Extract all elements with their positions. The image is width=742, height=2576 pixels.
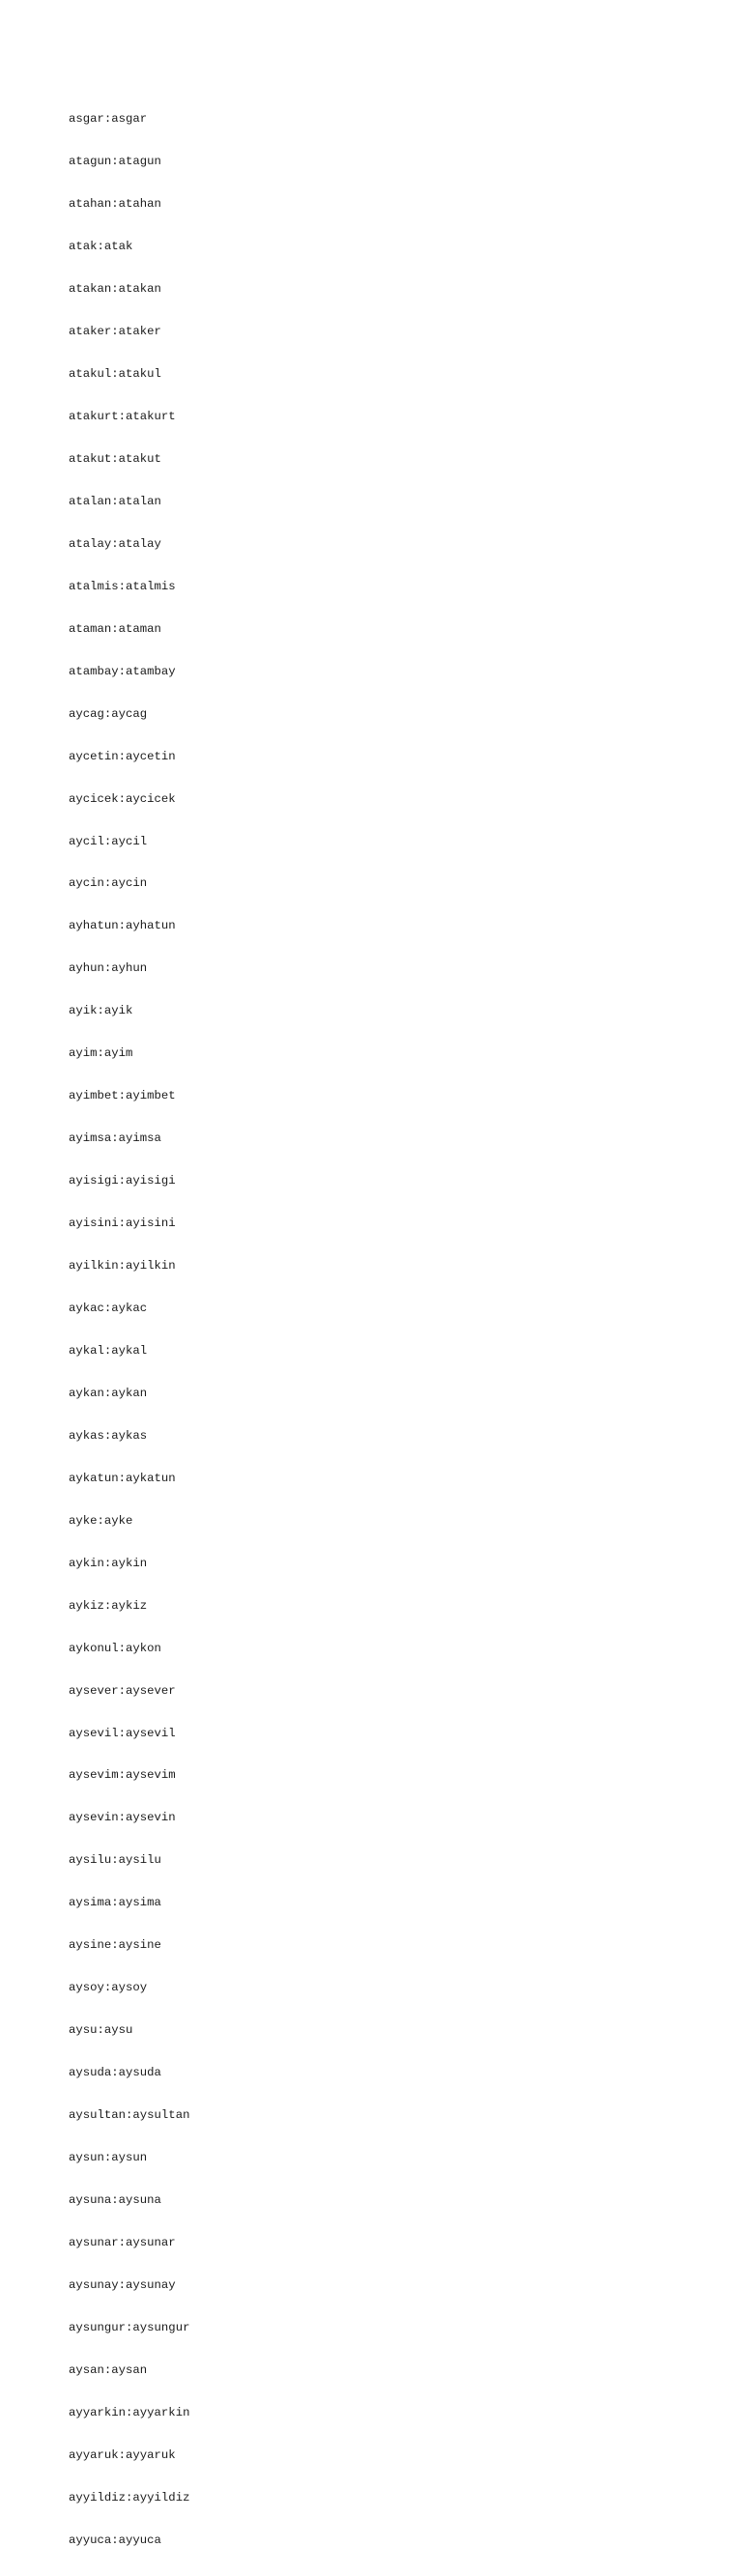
list-item: aysultan:aysultan [69,2108,190,2123]
list-item: aysever:aysever [69,1683,176,1698]
list-item: atagun:atagun [69,155,161,169]
list-item: aysevil:aysevil [69,1726,176,1740]
list-item: aysuda:aysuda [69,2066,161,2080]
list-item: atahan:atahan [69,197,161,212]
list-item: ayimbet:ayimbet [69,1089,176,1103]
list-item: aycicek:aycicek [69,791,176,806]
list-item: aysungur:aysungur [69,2320,190,2334]
credential-list [69,84,189,2576]
list-item: ayimsa:ayimsa [69,1131,161,1146]
list-item: aycag:aycag [69,706,148,721]
list-item: ayisini:ayisini [69,1216,176,1231]
list-item: aysevin:aysevin [69,1811,176,1825]
list-item: ayilkin:ayilkin [69,1259,176,1274]
list-item: aysun:aysun [69,2151,148,2165]
list-item: aycil:aycil [69,834,148,848]
list-item: atak:atak [69,240,133,254]
list-item: ayhun:ayhun [69,961,148,976]
list-item: aysunay:aysunay [69,2277,176,2292]
list-item: aykan:aykan [69,1386,148,1400]
list-item: ayhatun:ayhatun [69,919,176,933]
list-item: atakan:atakan [69,282,161,297]
list-item: aysoy:aysoy [69,1981,148,1995]
list-item: aysine:aysine [69,1938,161,1953]
list-item: aykin:aykin [69,1556,148,1570]
list-item: aycin:aycin [69,876,148,891]
list-item: ayyaruk:ayyaruk [69,2447,176,2462]
list-item: aysevim:aysevim [69,1768,176,1783]
list-item: asgar:asgar [69,112,148,127]
list-item: aykatun:aykatun [69,1471,176,1485]
list-item: ayik:ayik [69,1004,133,1018]
list-item: aykonul:aykon [69,1641,161,1655]
list-item: aykal:aykal [69,1343,148,1358]
list-item: ayim:ayim [69,1046,133,1061]
list-item: ayisigi:ayisigi [69,1174,176,1188]
list-item: aysan:aysan [69,2362,148,2377]
list-item: ataker:ataker [69,325,161,339]
list-item: aykas:aykas [69,1428,148,1443]
list-item: aykiz:aykiz [69,1598,148,1613]
list-item: atalan:atalan [69,494,161,508]
list-item: atakurt:atakurt [69,409,176,423]
list-item: ataman:ataman [69,621,161,636]
list-item: aycetin:aycetin [69,749,176,763]
list-item: ayyarkin:ayyarkin [69,2405,190,2419]
list-item: atakut:atakut [69,451,161,466]
list-item: atalay:atalay [69,536,161,551]
list-item: atakul:atakul [69,367,161,382]
list-item: aysu:aysu [69,2023,133,2038]
list-item: aysilu:aysilu [69,1853,161,1868]
list-item: atalmis:atalmis [69,579,176,593]
list-item: ayke:ayke [69,1513,133,1528]
list-item: ayyildiz:ayyildiz [69,2490,190,2504]
list-item: ayyuca:ayyuca [69,2533,161,2547]
list-item: atambay:atambay [69,664,176,678]
list-item: aysima:aysima [69,1896,161,1910]
list-item: aysuna:aysuna [69,2193,161,2208]
list-item: aykac:aykac [69,1302,148,1315]
list-item: aysunar:aysunar [69,2235,176,2249]
